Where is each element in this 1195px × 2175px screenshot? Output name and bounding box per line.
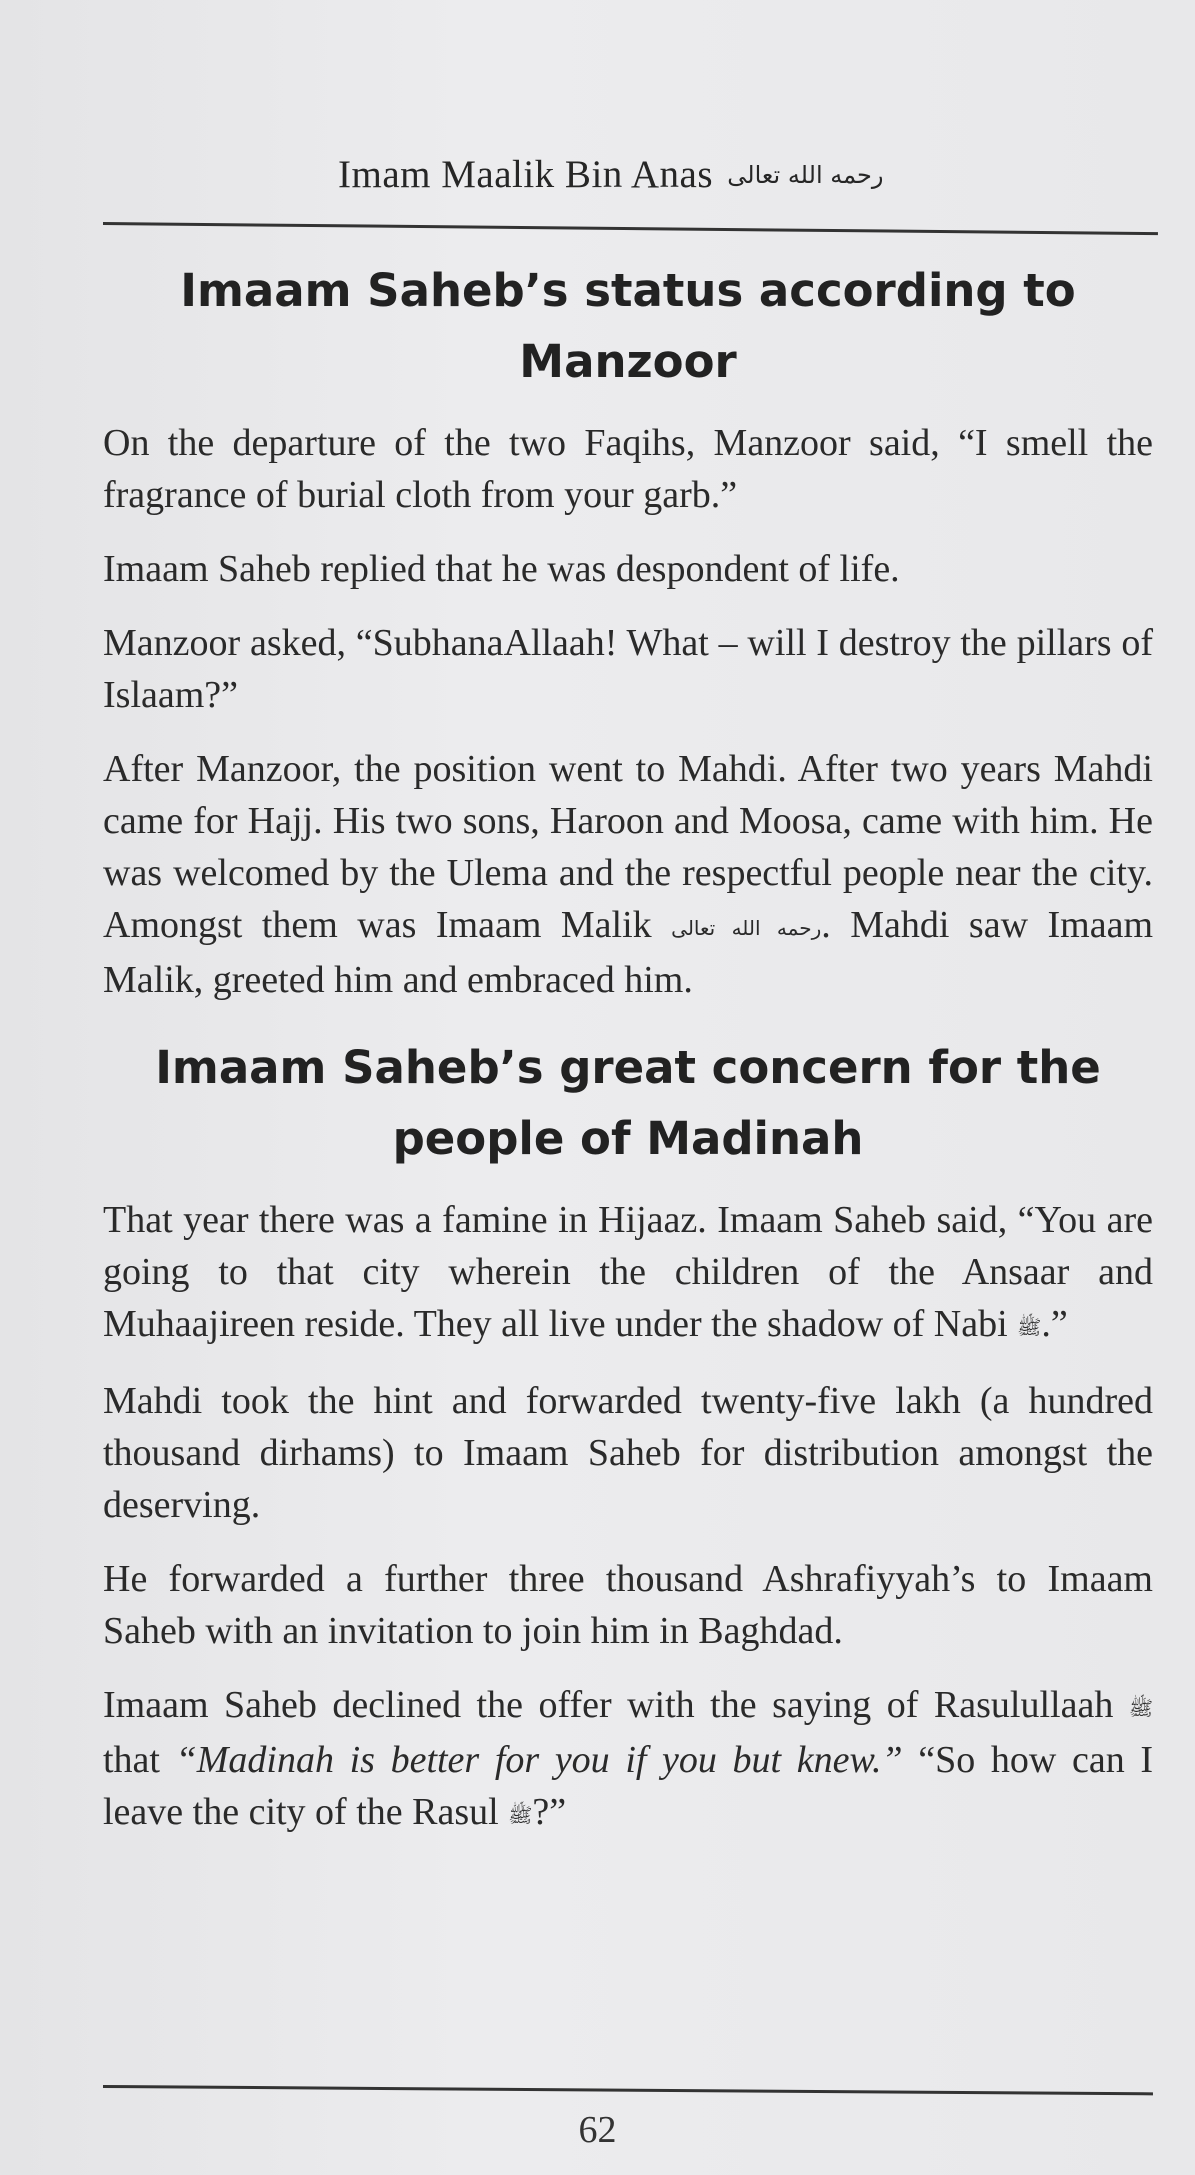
paragraph-text: ?”: [532, 1791, 567, 1833]
paragraph: [103, 743, 1153, 1006]
paragraph: Mahdi took the hint and forwarded twenty-five lakh (a hundred thousand dirhams) to Imaam Saheb for distribution amongst the deserving.: [103, 1380, 1153, 1526]
paragraph-text: .”: [1041, 1303, 1068, 1345]
paragraph-text: . Mahdi saw Imaam Malik, greeted him and embraced him.: [103, 904, 1154, 1001]
salutation-symbol: ﷺ: [508, 1803, 533, 1827]
section-heading-concern: Imaam Saheb’s great concern for the people of Madinah: [155, 1041, 1101, 1165]
paragraph-text: That year there was a famine in Hijaaz. Imaam Saheb said, “You are going to that city wherein the children of the Ansaar and Muhaajireen reside. They all live under the shadow of Nabi: [103, 1199, 1153, 1345]
footer-rule: [103, 2085, 1153, 2095]
paragraph: On the departure of the two Faqihs, Manzoor said, “I smell the fragrance of burial cloth from your garb.”: [103, 422, 1153, 516]
running-head: [338, 152, 883, 197]
hadith-quote: “Madinah is better for you if you but knew.”: [175, 1739, 903, 1781]
salutation-symbol: ﷺ: [1128, 1696, 1154, 1720]
honorific-calligraphy: رحمه الله تعالى: [671, 916, 822, 940]
paragraph: [103, 1679, 1153, 1841]
paragraph: He forwarded a further three thousand Ashrafiyyah’s to Imaam Saheb with an invitation to join him in Baghdad.: [103, 1558, 1153, 1652]
page-body: [103, 255, 1153, 1863]
section-heading-status: Imaam Saheb’s status according to Manzoor: [180, 264, 1076, 388]
paragraph-text: that: [103, 1739, 176, 1781]
paragraph: Manzoor asked, “SubhanaAllaah! What – will I destroy the pillars of Islaam?”: [103, 622, 1153, 716]
paragraph-text: “So how can I leave the city of the Rasul: [103, 1739, 1153, 1833]
salutation-symbol: ﷺ: [1017, 1315, 1042, 1339]
running-title: Imam Maalik Bin Anas: [338, 153, 714, 196]
paragraph: Imaam Saheb replied that he was despondent of life.: [103, 548, 900, 590]
paragraph: [103, 1194, 1153, 1353]
page-number: 62: [578, 2109, 617, 2151]
paragraph-text: After Manzoor, the position went to Mahdi. After two years Mahdi came for Hajj. His two sons, Haroon and Moosa, came with him. He was welcomed by the Ulema and the respectful people near the city. Amongst them was Imaam Malik: [103, 748, 1153, 946]
honorific-calligraphy: رحمه الله تعالى: [727, 161, 884, 189]
header-rule: [103, 222, 1158, 235]
paragraph-text: Imaam Saheb declined the offer with the saying of Rasulullaah: [103, 1684, 1114, 1726]
